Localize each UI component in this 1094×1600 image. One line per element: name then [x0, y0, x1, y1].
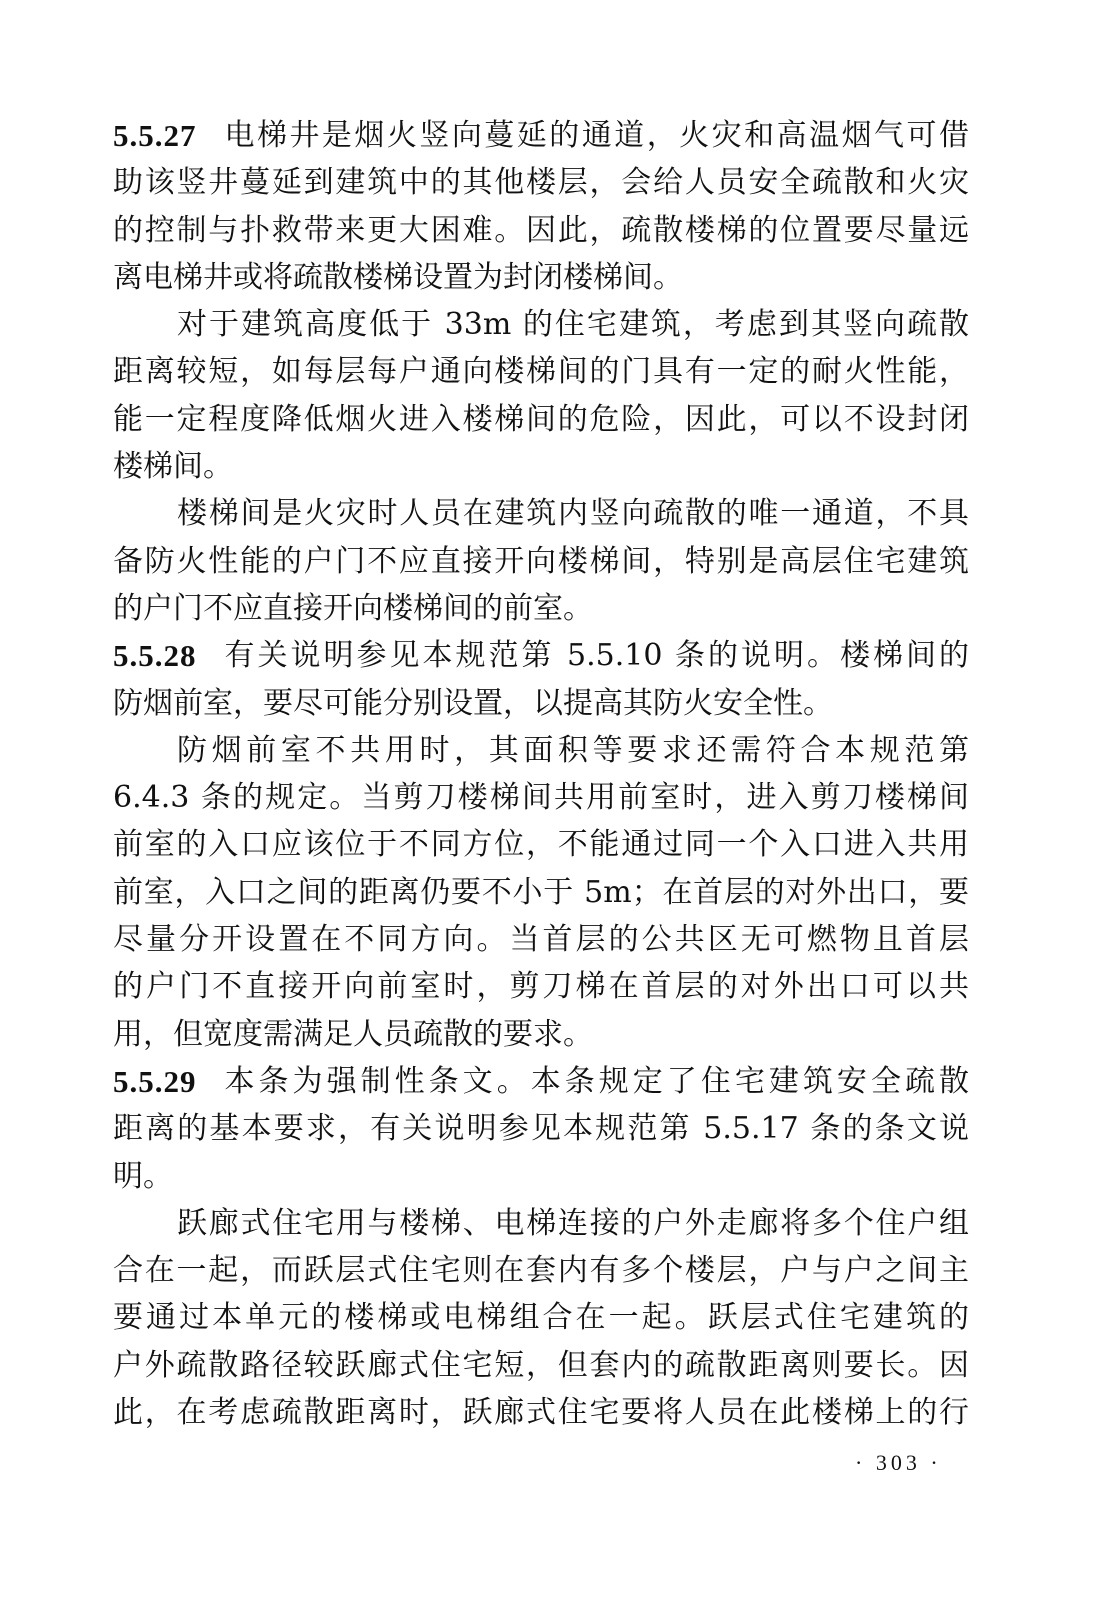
- paragraph-text: 防烟前室，要尽可能分别设置，以提高其防火安全性。: [113, 685, 833, 721]
- paragraph-text: 的户门不应直接开向楼梯间的前室。: [113, 590, 593, 626]
- clause-number: 5.5.28: [113, 638, 197, 674]
- text-line: [113, 869, 969, 916]
- page-number: · 303 ·: [855, 1450, 942, 1475]
- document-body: [113, 112, 969, 1436]
- text-line: [113, 1058, 969, 1105]
- text-line: [113, 1153, 969, 1200]
- paragraph-text: 跃廊式住宅用与楼梯、电梯连接的户外走廊将多个住户组: [177, 1205, 969, 1241]
- text-line: [113, 490, 969, 537]
- paragraph-text: 此，在考虑疏散距离时，跃廊式住宅要将人员在此楼梯上的行: [113, 1395, 969, 1431]
- paragraph-text: 楼梯间是火灾时人员在建筑内竖向疏散的唯一通道，不具: [177, 496, 969, 532]
- paragraph-text: 户外疏散路径较跃廊式住宅短，但套内的疏散距离则要长。因: [113, 1347, 969, 1383]
- text-line: [113, 774, 969, 821]
- paragraph-text: 6.4.3 条的规定。当剪刀楼梯间共用前室时，进入剪刀楼梯间: [113, 780, 969, 816]
- paragraph-text: 有关说明参见本规范第 5.5.10 条的说明。楼梯间的: [224, 638, 969, 674]
- paragraph-text: 电梯井是烟火竖向蔓延的通道，火灾和高温烟气可借: [224, 118, 969, 153]
- paragraph-text: 明。: [113, 1158, 173, 1194]
- paragraph-text: 前室，入口之间的距离仍要不小于 5m；在首层的对外出口，要: [113, 874, 969, 910]
- paragraph-text: 的控制与扑救带来更大困难。因此，疏散楼梯的位置要尽量远: [113, 212, 969, 248]
- text-line: [113, 916, 969, 963]
- text-line: [113, 821, 969, 868]
- paragraph-text: 备防火性能的户门不应直接开向楼梯间，特别是高层住宅建筑: [113, 543, 969, 579]
- text-line: [113, 963, 969, 1010]
- text-line: [113, 1247, 969, 1294]
- paragraph-text: 前室的入口应该位于不同方位，不能通过同一个入口进入共用: [113, 827, 969, 863]
- text-line: [113, 396, 969, 443]
- paragraph-text: 要通过本单元的楼梯或电梯组合在一起。跃层式住宅建筑的: [113, 1300, 969, 1336]
- text-line: [113, 112, 969, 159]
- paragraph-text: 本条为强制性条文。本条规定了住宅建筑安全疏散: [224, 1063, 969, 1099]
- text-line: [113, 207, 969, 254]
- text-line: [113, 1294, 969, 1341]
- paragraph-text: 尽量分开设置在不同方向。当首层的公共区无可燃物且首层: [113, 922, 969, 958]
- paragraph-text: 的户门不直接开向前室时，剪刀梯在首层的对外出口可以共: [113, 969, 969, 1005]
- text-line: [113, 159, 969, 206]
- text-line: [113, 1011, 969, 1058]
- paragraph-text: 离电梯井或将疏散楼梯设置为封闭楼梯间。: [113, 259, 683, 295]
- text-line: [113, 680, 969, 727]
- text-line: [113, 1105, 969, 1152]
- text-line: [113, 254, 969, 301]
- text-line: [113, 1200, 969, 1247]
- paragraph-text: 能一定程度降低烟火进入楼梯间的危险，因此，可以不设封闭: [113, 401, 969, 437]
- text-line: [113, 1342, 969, 1389]
- paragraph-text: 距离较短，如每层每户通向楼梯间的门具有一定的耐火性能，: [113, 354, 969, 390]
- paragraph-text: 对于建筑高度低于 33m 的住宅建筑，考虑到其竖向疏散: [177, 307, 969, 343]
- paragraph-text: 防烟前室不共用时，其面积等要求还需符合本规范第: [177, 732, 969, 768]
- text-line: [113, 538, 969, 585]
- clause-number: 5.5.29: [113, 1063, 197, 1099]
- text-line: [113, 301, 969, 348]
- text-line: [113, 727, 969, 774]
- text-line: [113, 1389, 969, 1436]
- text-line: [113, 585, 969, 632]
- text-line: [113, 348, 969, 395]
- text-line: [113, 443, 969, 490]
- clause-number: 5.5.27: [113, 118, 197, 153]
- paragraph-text: 助该竖井蔓延到建筑中的其他楼层，会给人员安全疏散和火灾: [113, 165, 969, 201]
- paragraph-text: 楼梯间。: [113, 449, 233, 485]
- paragraph-text: 用，但宽度需满足人员疏散的要求。: [113, 1016, 593, 1052]
- text-line: [113, 632, 969, 679]
- paragraph-text: 距离的基本要求，有关说明参见本规范第 5.5.17 条的条文说: [113, 1111, 969, 1147]
- paragraph-text: 合在一起，而跃层式住宅则在套内有多个楼层，户与户之间主: [113, 1253, 969, 1289]
